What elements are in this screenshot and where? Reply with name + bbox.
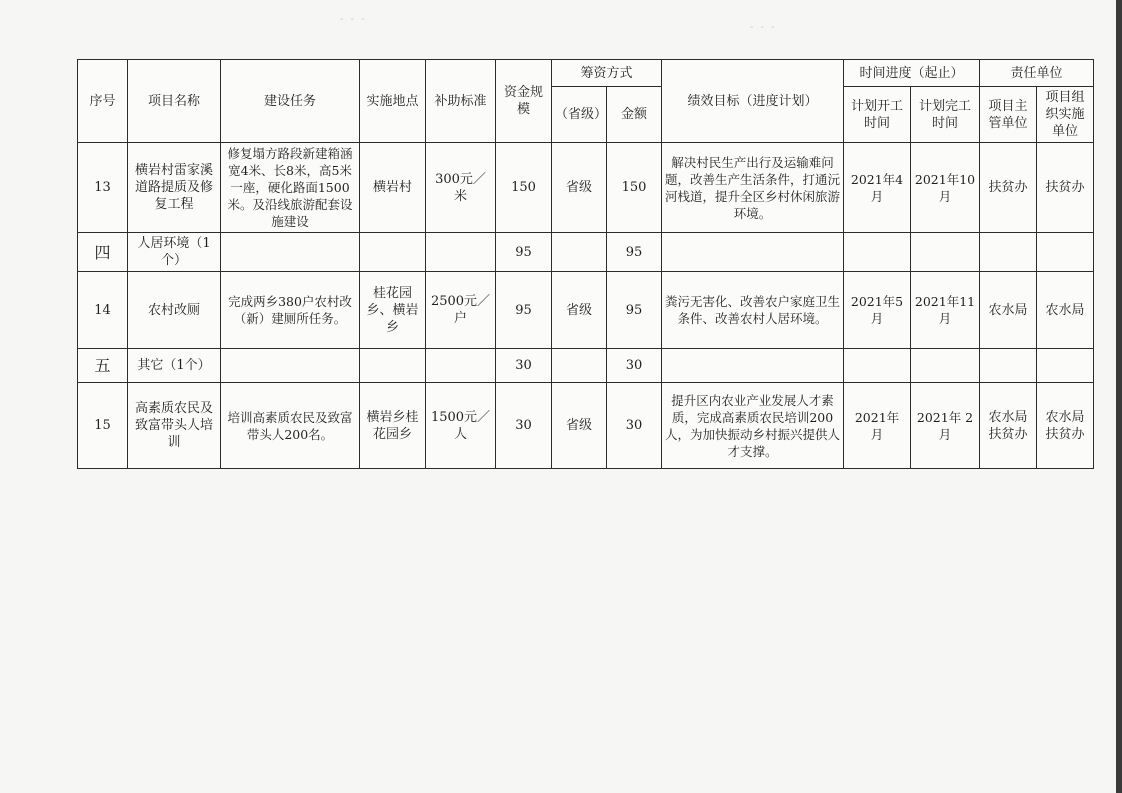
row-fund: 30	[496, 383, 552, 469]
row-organizer: 扶贫办	[1037, 143, 1094, 233]
row-level: 省级	[552, 272, 607, 349]
faint-bleed-mark: - - -	[750, 22, 777, 33]
row-amount: 95	[607, 272, 662, 349]
row-seq: 15	[78, 383, 128, 469]
row-supervisor: 农水局扶贫办	[980, 383, 1037, 469]
empty-cell	[552, 233, 607, 272]
header-schedule: 时间进度（起止）	[844, 60, 980, 87]
row-goal: 粪污无害化、改善农户家庭卫生条件、改善农村人居环境。	[662, 272, 844, 349]
header-fund-scale: 资金规模	[496, 60, 552, 143]
empty-cell	[1037, 349, 1094, 383]
header-funding-method: 筹资方式	[552, 60, 662, 87]
table-row	[78, 143, 1094, 233]
header-responsible: 责任单位	[980, 60, 1094, 87]
row-subsidy: 300元／米	[426, 143, 496, 233]
row-name: 农村改厕	[128, 272, 221, 349]
empty-cell	[360, 233, 426, 272]
row-fund: 95	[496, 272, 552, 349]
row-seq: 13	[78, 143, 128, 233]
empty-cell	[980, 233, 1037, 272]
row-organizer: 农水局扶贫办	[1037, 383, 1094, 469]
faint-bleed-mark: - - -	[340, 14, 367, 25]
header-subsidy: 补助标准	[426, 60, 496, 143]
project-table	[77, 59, 1094, 469]
section-row	[78, 349, 1094, 383]
empty-cell	[980, 349, 1037, 383]
section-seq: 四	[78, 233, 128, 272]
section-name: 其它（1个）	[128, 349, 221, 383]
row-supervisor: 扶贫办	[980, 143, 1037, 233]
empty-cell	[426, 233, 496, 272]
row-organizer: 农水局	[1037, 272, 1094, 349]
scan-page-edge	[1116, 0, 1122, 793]
section-amount: 30	[607, 349, 662, 383]
header-name: 项目名称	[128, 60, 221, 143]
empty-cell	[662, 349, 844, 383]
row-end: 2021年11月	[911, 272, 980, 349]
empty-cell	[911, 233, 980, 272]
section-amount: 95	[607, 233, 662, 272]
row-end: 2021年 2月	[911, 383, 980, 469]
row-location: 桂花园乡、横岩乡	[360, 272, 426, 349]
row-fund: 150	[496, 143, 552, 233]
row-amount: 30	[607, 383, 662, 469]
header-province-level: （省级）	[552, 87, 607, 143]
row-goal: 解决村民生产出行及运输难问题，改善生产生活条件，打通沅河栈道，提升全区乡村休闲旅游环境。	[662, 143, 844, 233]
table-row	[78, 272, 1094, 349]
row-amount: 150	[607, 143, 662, 233]
row-location: 横岩村	[360, 143, 426, 233]
row-supervisor: 农水局	[980, 272, 1037, 349]
header-location: 实施地点	[360, 60, 426, 143]
row-subsidy: 2500元／户	[426, 272, 496, 349]
empty-cell	[426, 349, 496, 383]
row-end: 2021年10月	[911, 143, 980, 233]
row-level: 省级	[552, 383, 607, 469]
empty-cell	[221, 233, 360, 272]
header-organizer: 项目组织实施单位	[1037, 87, 1094, 143]
row-name: 横岩村雷家溪道路提质及修复工程	[128, 143, 221, 233]
empty-cell	[552, 349, 607, 383]
row-level: 省级	[552, 143, 607, 233]
row-start: 2021年 月	[844, 383, 911, 469]
row-name: 高素质农民及致富带头人培训	[128, 383, 221, 469]
header-goal: 绩效目标（进度计划）	[662, 60, 844, 143]
header-seq: 序号	[78, 60, 128, 143]
empty-cell	[911, 349, 980, 383]
row-task: 修复塌方路段新建箱涵宽4米、长8米，高5米一座，硬化路面1500米。及沿线旅游配套设施建设	[221, 143, 360, 233]
row-seq: 14	[78, 272, 128, 349]
row-goal: 提升区内农业产业发展人才素质，完成高素质农民培训200人，为加快振动乡村振兴提供人才支撑。	[662, 383, 844, 469]
table-row	[78, 383, 1094, 469]
empty-cell	[1037, 233, 1094, 272]
section-row	[78, 233, 1094, 272]
header-row	[78, 60, 1094, 87]
empty-cell	[662, 233, 844, 272]
row-location: 横岩乡桂花园乡	[360, 383, 426, 469]
header-amount: 金额	[607, 87, 662, 143]
empty-cell	[844, 233, 911, 272]
row-start: 2021年4月	[844, 143, 911, 233]
section-seq: 五	[78, 349, 128, 383]
header-task: 建设任务	[221, 60, 360, 143]
row-start: 2021年5月	[844, 272, 911, 349]
row-subsidy: 1500元／人	[426, 383, 496, 469]
empty-cell	[221, 349, 360, 383]
row-task: 培训高素质农民及致富带头人200名。	[221, 383, 360, 469]
section-fund: 95	[496, 233, 552, 272]
header-supervisor: 项目主管单位	[980, 87, 1037, 143]
empty-cell	[360, 349, 426, 383]
row-task: 完成两乡380户农村改（新）建厕所任务。	[221, 272, 360, 349]
section-fund: 30	[496, 349, 552, 383]
header-planned-start: 计划开工时间	[844, 87, 911, 143]
empty-cell	[844, 349, 911, 383]
section-name: 人居环境（1个）	[128, 233, 221, 272]
header-planned-end: 计划完工时间	[911, 87, 980, 143]
